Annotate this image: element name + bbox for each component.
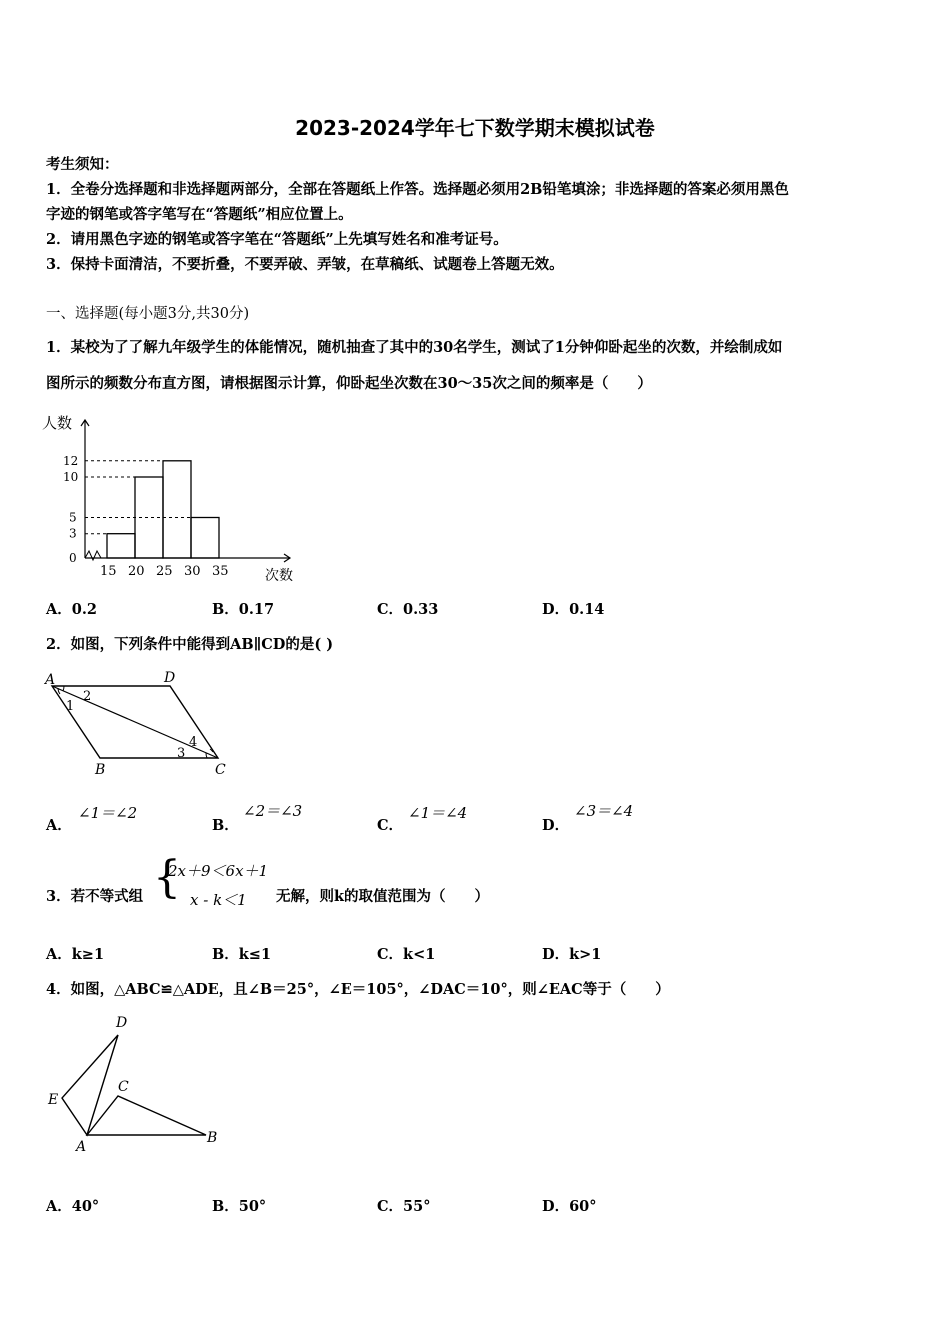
histogram-bar — [107, 534, 135, 558]
y-tick-label: 12 — [63, 453, 79, 468]
angle-2-label: 2 — [83, 689, 92, 704]
y-tick-label: 5 — [69, 510, 77, 525]
label-d: D — [116, 1015, 128, 1031]
q3-option-d[interactable]: D．k>1 — [542, 946, 602, 963]
q3-suffix: 无解，则k的取值范围为（ ） — [276, 888, 490, 905]
notice-line-1b: 字迹的钢笔或答字笔写在“答题纸”相应位置上。 — [46, 206, 353, 223]
notice-heading: 考生须知： — [46, 156, 119, 173]
q2-option-c-expr: ∠1＝∠4 — [408, 804, 468, 822]
histogram-chart — [40, 408, 310, 588]
page-title: 2023-2024学年七下数学期末模拟试卷 — [295, 116, 655, 140]
triangles-figure — [40, 1010, 230, 1160]
y-tick-label: 10 — [63, 470, 79, 484]
x-axis-label: 次数 — [265, 568, 293, 584]
notice-line-2: 2．请用黑色字迹的钢笔或答字笔在“答题纸”上先填写姓名和准考证号。 — [46, 231, 508, 248]
q1-option-c[interactable]: C．0.33 — [377, 601, 439, 618]
q2-text: 2．如图，下列条件中能得到AB∥CD的是( ) — [46, 636, 334, 653]
label-d: D — [164, 670, 176, 686]
q4-text: 4．如图，△ABC≌△ADE，且∠B＝25°，∠E＝105°，∠DAC＝10°，则∠EAC等于（ ） — [46, 981, 670, 998]
triangle-abc — [87, 1096, 206, 1135]
q4-option-b[interactable]: B．50° — [212, 1198, 267, 1215]
q4-option-c[interactable]: C．55° — [377, 1198, 431, 1215]
q1-option-b[interactable]: B．0.17 — [212, 601, 275, 618]
angle-1-label: 1 — [66, 699, 75, 714]
q2-option-b-expr: ∠2＝∠3 — [243, 802, 303, 820]
label-a: A — [76, 1139, 87, 1155]
label-b: B — [207, 1130, 218, 1146]
q2-option-a-expr: ∠1＝∠2 — [78, 804, 138, 822]
x-tick-label: 15 — [100, 564, 117, 579]
label-e: E — [48, 1092, 59, 1108]
q1-option-d[interactable]: D．0.14 — [542, 601, 605, 618]
label-c: C — [215, 762, 226, 778]
histogram-bar — [191, 518, 219, 559]
y-tick-label: 3 — [69, 526, 77, 541]
histogram-bar — [163, 461, 191, 558]
q1-option-a[interactable]: A．0.2 — [46, 601, 97, 618]
notice-line-3: 3．保持卡面清洁，不要折叠，不要弄破、弄皱，在草稿纸、试题卷上答题无效。 — [46, 256, 564, 273]
q2-option-a-letter[interactable]: A． — [46, 817, 72, 834]
y-tick-label: 0 — [69, 551, 77, 565]
q1-line-2: 图所示的频数分布直方图，请根据图示计算，仰卧起坐次数在30～35次之间的频率是（ ） — [46, 375, 652, 392]
x-tick-label: 35 — [212, 564, 229, 579]
q3-inequality-2: x - k＜1 — [190, 891, 247, 909]
label-c: C — [118, 1079, 129, 1095]
x-tick-label: 25 — [156, 564, 173, 579]
q3-option-c[interactable]: C．k<1 — [377, 946, 436, 963]
triangle-ade — [62, 1035, 118, 1135]
angle-3-label: 3 — [177, 746, 186, 761]
q4-option-a[interactable]: A．40° — [46, 1198, 100, 1215]
angle-4-label: 4 — [189, 735, 198, 750]
x-tick-label: 20 — [128, 564, 145, 579]
notice-line-1a: 1．全卷分选择题和非选择题两部分，全部在答题纸上作答。选择题必须用2B铅笔填涂；非选择题的答案必须用黑色 — [46, 181, 789, 198]
y-axis-label: 人数 — [42, 414, 73, 432]
parallelogram-figure — [40, 668, 240, 780]
q3-inequality-1: 2x＋9＜6x＋1 — [168, 862, 269, 880]
q1-line-1: 1．某校为了了解九年级学生的体能情况，随机抽查了其中的30名学生，测试了1分钟仰卧起坐的次数，并绘制成如 — [46, 339, 783, 356]
q2-option-b-letter[interactable]: B． — [212, 817, 239, 834]
q3-option-a[interactable]: A．k≥1 — [46, 946, 105, 963]
q3-prefix: 3．若不等式组 — [46, 888, 144, 905]
section-heading: 一、选择题(每小题3分,共30分) — [46, 306, 250, 322]
q4-option-d[interactable]: D．60° — [542, 1198, 597, 1215]
q2-option-d-expr: ∠3＝∠4 — [574, 802, 634, 820]
q2-option-d-letter[interactable]: D． — [542, 817, 570, 834]
label-b: B — [95, 762, 106, 778]
q2-option-c-letter[interactable]: C． — [377, 817, 404, 834]
axis-break — [85, 551, 101, 560]
x-tick-label: 30 — [184, 564, 201, 579]
system-brace: { — [153, 852, 181, 903]
q3-option-b[interactable]: B．k≤1 — [212, 946, 272, 963]
label-a: A — [45, 672, 56, 688]
